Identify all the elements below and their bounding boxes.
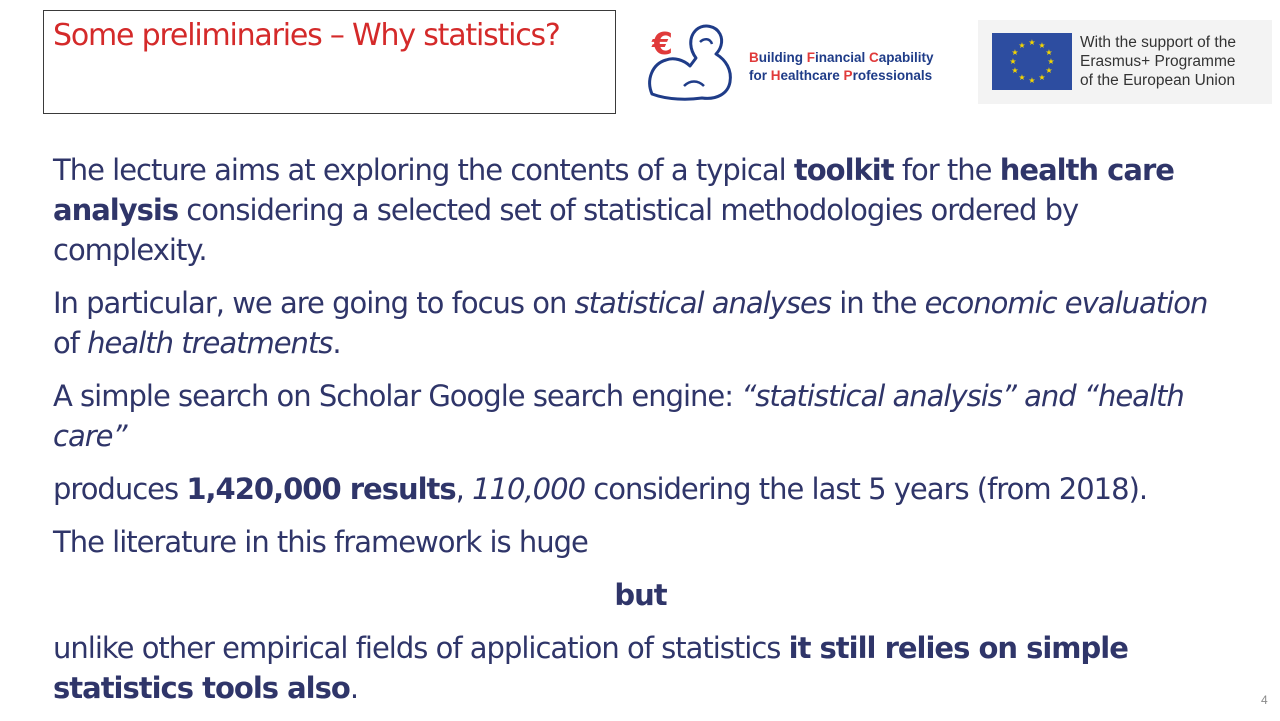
svg-text:★: ★ [1038,73,1046,82]
paragraph-results: produces 1,420,000 results, 110,000 considering the last 5 years (from 2018). [53,472,1148,506]
paragraph-search: A simple search on Scholar Google search engine: “statistical analysis” and “health care” [53,379,1184,453]
svg-text:★: ★ [1011,66,1019,75]
svg-text:★: ★ [1045,48,1053,57]
paragraph-conclusion: unlike other empirical fields of application of statistics it still relies on simple statistics tools also. [53,631,1128,705]
eu-erasmus-logo [978,20,1272,104]
slide-body [53,150,1228,721]
paragraph-focus: In particular, we are going to focus on statistical analyses in the economic evaluation of health treatments. [53,286,1208,360]
slide-title: Some preliminaries – Why statistics? [53,18,560,53]
svg-text:★: ★ [1038,41,1046,50]
svg-text:★: ★ [1018,41,1026,50]
paragraph-toolkit: The lecture aims at exploring the contents of a typical toolkit for the health care analysis considering a selected set of statistical methodologies ordered by complexity. [53,153,1174,267]
eu-flag-icon [992,33,1072,90]
svg-text:★: ★ [1028,38,1036,47]
svg-text:★: ★ [1018,73,1026,82]
bfc-logo [644,20,964,104]
eu-support-text: With the support of the Erasmus+ Programme of the European Union [1080,34,1236,89]
svg-text:★: ★ [1045,66,1053,75]
title-box [43,10,616,114]
flexed-arm-icon [644,20,744,104]
euro-icon: € [652,27,673,62]
page-number: 4 [1261,693,1268,707]
bfc-logo-text: Building Financial Capability for Healthcare Professionals [749,50,934,83]
svg-text:★: ★ [1028,76,1036,85]
svg-text:★: ★ [1009,57,1017,66]
paragraph-but: but [614,578,667,612]
svg-text:★: ★ [1011,48,1019,57]
paragraph-literature: The literature in this framework is huge [53,525,588,559]
svg-text:★: ★ [1047,57,1055,66]
